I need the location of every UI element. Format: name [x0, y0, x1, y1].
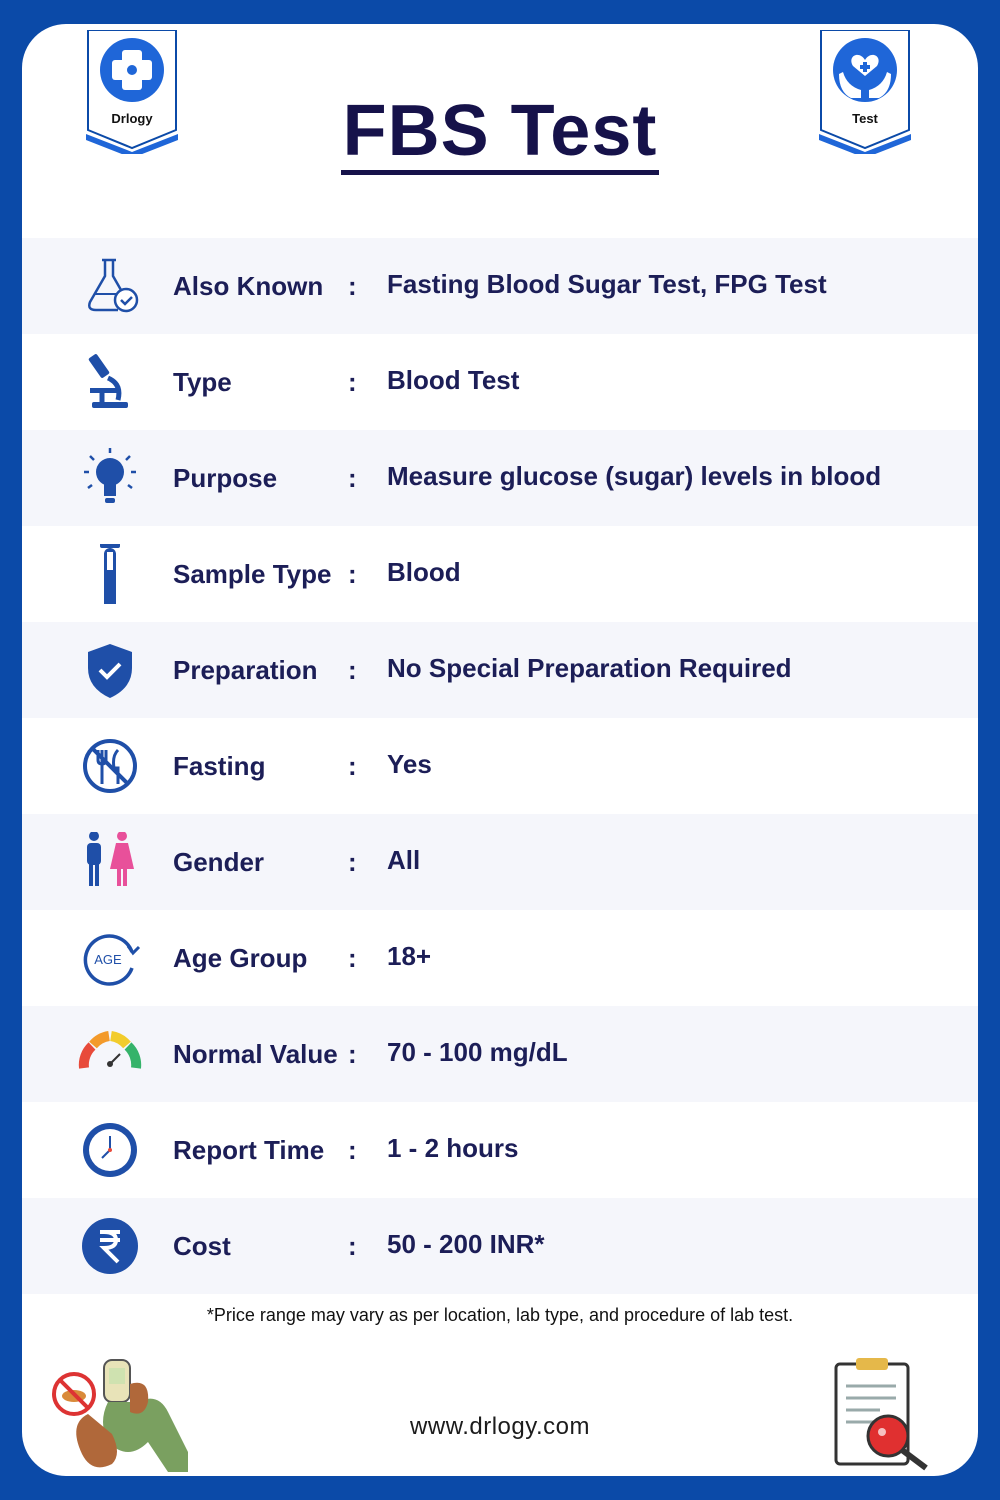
row-label: Purpose [173, 463, 278, 493]
clock-icon [78, 1120, 142, 1180]
row-label: Also Known [173, 271, 324, 301]
male-female-icon [78, 832, 142, 892]
report-magnifier-illustration-icon [830, 1354, 940, 1472]
page-title: FBS Test [22, 90, 978, 175]
row-label: Preparation [173, 655, 318, 685]
price-footnote: *Price range may vary as per location, lab type, and procedure of lab test. [206, 1305, 794, 1325]
svg-text:AGE: AGE [94, 952, 122, 967]
row-value: 50 - 200 INR* [387, 1229, 545, 1259]
row-colon: : [348, 1039, 357, 1069]
row-colon: : [348, 463, 357, 493]
test-tube-icon [78, 544, 142, 604]
row-colon: : [348, 847, 357, 877]
gauge-icon [78, 1024, 142, 1084]
info-row-also-known [22, 238, 978, 334]
microscope-icon [78, 352, 142, 412]
info-row-fasting [22, 718, 978, 814]
row-colon: : [348, 751, 357, 781]
info-row-age-group [22, 910, 978, 1006]
row-value: Blood [387, 557, 461, 587]
website-link[interactable]: www.drlogy.com [410, 1413, 590, 1440]
info-row-gender [22, 814, 978, 910]
row-value: Yes [387, 749, 432, 779]
row-colon: : [348, 271, 357, 301]
row-label: Cost [173, 1231, 231, 1261]
shield-check-icon [78, 640, 142, 700]
row-value: 70 - 100 mg/dL [387, 1037, 568, 1067]
row-label: Report Time [173, 1135, 325, 1165]
row-label: Age Group [173, 943, 308, 973]
row-value: Fasting Blood Sugar Test, FPG Test [387, 269, 827, 299]
row-value: No Special Preparation Required [387, 653, 792, 683]
row-colon: : [348, 367, 357, 397]
info-row-preparation [22, 622, 978, 718]
flask-check-icon [78, 256, 142, 316]
row-label: Normal Value [173, 1039, 338, 1069]
age-icon [78, 928, 142, 988]
info-row-report-time [22, 1102, 978, 1198]
row-colon: : [348, 1135, 357, 1165]
test-badge-label: Test [852, 111, 878, 126]
row-label: Type [173, 367, 232, 397]
row-label: Gender [173, 847, 265, 877]
rupee-icon [78, 1216, 142, 1276]
info-row-purpose [22, 430, 978, 526]
drlogy-badge-label: Drlogy [111, 111, 153, 126]
lightbulb-icon [78, 448, 142, 508]
row-colon: : [348, 1231, 357, 1261]
info-row-normal-value [22, 1006, 978, 1102]
row-colon: : [348, 655, 357, 685]
row-value: Blood Test [387, 365, 520, 395]
infographic-card [22, 24, 978, 1476]
row-value: Measure glucose (sugar) levels in blood [387, 461, 882, 491]
info-table [22, 238, 978, 1294]
row-colon: : [348, 943, 357, 973]
info-row-type [22, 334, 978, 430]
row-label: Sample Type [173, 559, 332, 589]
row-value: 18+ [387, 941, 432, 971]
info-row-cost [22, 1198, 978, 1294]
row-value: All [387, 845, 421, 875]
row-value: 1 - 2 hours [387, 1133, 519, 1163]
row-colon: : [348, 559, 357, 589]
info-row-sample-type [22, 526, 978, 622]
no-food-icon [78, 736, 142, 796]
row-label: Fasting [173, 751, 266, 781]
